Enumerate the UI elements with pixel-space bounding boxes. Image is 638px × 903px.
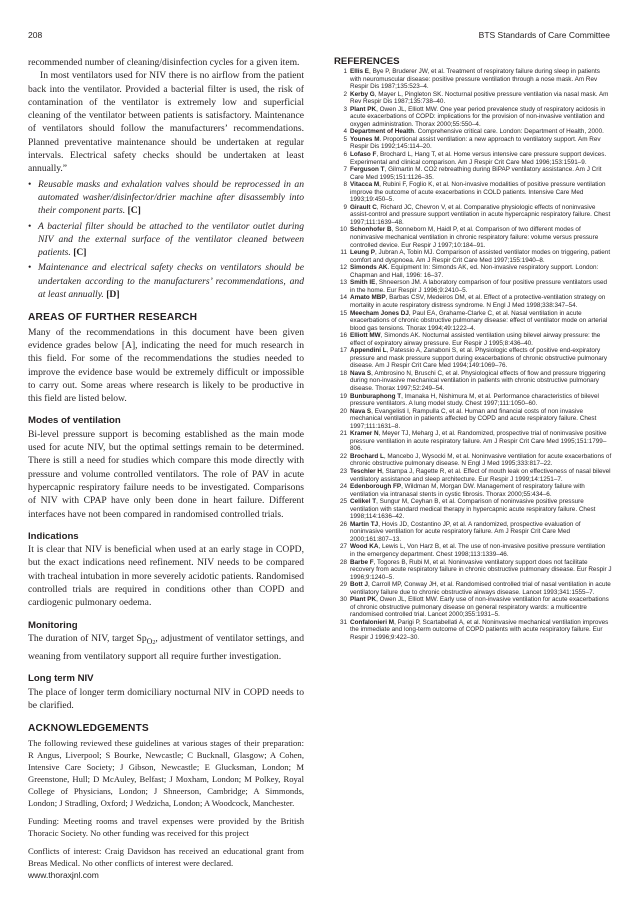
reference-number: 10 xyxy=(339,226,347,234)
reference-number: 15 xyxy=(339,309,347,317)
reference-citation: , Owen JL, Elliott MW. One year period prevalence study of respiratory acidosis in acute exacerbations of COPD: implications for the provision of non-invasive ventilation and oxygen administration. Thorax 2000;55:550–4. xyxy=(350,105,606,128)
reference-citation: , Evangelisti I, Rampulla C, et al. Human and financial costs of non invasive mechanical ventilation in patients affected by COPD and acute respiratory failure. Chest 1997;111:1631–8. xyxy=(350,407,597,430)
reference-first-author: Lofaso F xyxy=(350,151,377,159)
reference-number: 18 xyxy=(339,369,347,377)
reference-item xyxy=(334,310,612,333)
reference-number: 1 xyxy=(343,68,347,75)
reference-item xyxy=(334,393,612,408)
reference-item xyxy=(334,408,612,431)
reference-first-author: Nava S xyxy=(350,407,372,415)
reference-number: 13 xyxy=(339,279,347,287)
reference-number: 3 xyxy=(343,105,347,113)
reference-citation: , Lewis L, Von Harz B, et al. The use of non-invasive positive pressure ventilation in the emergency department. Chest 1998;113:1339–46. xyxy=(350,543,606,558)
acknowledgements xyxy=(28,737,304,869)
reference-item xyxy=(334,249,612,264)
evidence-grade: [C] xyxy=(127,205,141,217)
reference-first-author: Elliott MW xyxy=(350,332,381,340)
reference-item xyxy=(334,166,612,181)
reference-first-author: Younes M xyxy=(350,135,380,143)
reference-citation: , Shneerson JM. A laboratory comparison of four positive pressure ventilators used in the home. Eur Respir J 1996;9:2410–5. xyxy=(350,279,608,294)
reference-first-author: Nava S xyxy=(350,369,372,377)
intro-paragraph: recommended number of cleaning/disinfection cycles for a given item. xyxy=(28,57,300,68)
reference-citation: , Mancebo J, Wysocki M, et al. Noninvasive ventilation for acute exacerbations of chronic obstructive pulmonary disease. N Engl J Med 1995;333:817–22. xyxy=(350,452,612,468)
reference-first-author: Simonds AK xyxy=(350,264,388,272)
reference-number: 12 xyxy=(339,264,347,272)
reference-citation: . Comprehensive critical care. London: Department of Health, 2000. xyxy=(414,128,604,136)
reference-first-author: Edenborough FP xyxy=(350,483,402,491)
reference-item xyxy=(334,151,612,166)
page-number: 208 xyxy=(28,30,43,40)
reference-first-author: Celikel T xyxy=(350,498,377,506)
reference-citation: , Imanaka H, Nishimura M, et al. Performance characteristics of bilevel pressure ventilators. A lung model study. Chest 1997;111:1050–60. xyxy=(350,392,599,408)
reference-citation: , Owen JL, Elliott MW. Early use of non-invasive ventilation for acute exacerbations of chronic obstructive pulmonary disease on general respiratory wards: a multicentre randomised controlled trial. Lancet 2000;355:1931–5. xyxy=(350,596,609,619)
reference-first-author: Kerby G xyxy=(350,90,375,98)
reference-citation: , Meyer TJ, Meharg J, et al. Randomized, prospective trial of noninvasive positive pressure ventilation in acute respiratory failure. Am J Respir Crit Care Med 1995;151:1799–806. xyxy=(350,430,607,453)
reference-first-author: Kramer N xyxy=(350,430,379,438)
reference-number: 17 xyxy=(339,347,347,355)
reference-list xyxy=(334,68,612,642)
references-heading: REFERENCES xyxy=(334,56,400,67)
reference-number: 8 xyxy=(343,181,347,189)
reference-first-author: Barbe F xyxy=(350,558,374,566)
reference-number: 22 xyxy=(339,452,347,460)
recommendation-item: • Maintenance and electrical safety checks on ventilators should be undertaken according to the manufacturers’ recommendations, and at least annually. [D] xyxy=(28,261,304,301)
reference-number: 7 xyxy=(343,166,347,174)
reference-citation: , Togores B, Rubi M, et al. Noninvasive ventilatory support does not facilitate recovery from acute respiratory failure in chronic obstructive pulmonary disease. Eur Respir J 1996;9:1240–5. xyxy=(350,558,612,581)
reference-citation: , Wildman M, Morgan DW. Management of respiratory failure with ventilation via intranasal stents in cystic fibrosis. Thorax 2000;55:434–6. xyxy=(350,483,585,498)
reference-citation: , Stampa J, Ragette R, et al. Effect of mouth leak on effectiveness of nasal bilevel ventilatory assistance and sleep architecture. Eur Respir J 1999;14:1251–7. xyxy=(350,467,611,483)
reference-first-author: Plant PK xyxy=(350,105,377,113)
reference-first-author: Meecham Jones DJ xyxy=(350,309,409,317)
reference-number: 29 xyxy=(339,581,347,589)
reference-number: 16 xyxy=(339,332,347,340)
conflicts-note: Conflicts of interest: Craig Davidson has received an educational grant from Breas Medical. No other conflicts of interest were declared. xyxy=(28,845,304,868)
reference-first-author: Martin TJ xyxy=(350,520,379,528)
reference-item xyxy=(334,294,612,309)
section-text: The duration of NIV, target $Sp_{O2}$, adjustment of ventilator settings, and weaning from ventilatory support all require further investigation. xyxy=(28,632,304,663)
reference-number: 26 xyxy=(339,520,347,528)
reference-citation: , Sungur M, Ceyhan B, et al. Comparison of noninvasive positive pressure ventilation with standard medical therapy in hypercapnic acute respiratory failure. Chest 1998;114:1636–42. xyxy=(350,498,596,521)
reference-item xyxy=(334,483,612,498)
reference-number: 4 xyxy=(343,128,347,136)
reference-first-author: Schonhofer B xyxy=(350,226,392,234)
reference-first-author: Teschler H xyxy=(350,467,382,475)
reference-number: 30 xyxy=(339,596,347,604)
reference-item xyxy=(334,279,612,294)
section-text: Bi-level pressure support is becoming established as the main mode used for acute NIV, but the optimal settings remain to be determined. There is still a need for studies which compare this mode directly with pressure and volume controlled ventilators. The role of PAV in acute hypercapnic respiratory failure needs to be investigated. Comparisons of NIV with CPAP have only been done in heart failure. Different interfaces have not been compared in randomised controlled trials. xyxy=(28,428,304,520)
reference-number: 21 xyxy=(339,430,347,438)
subsection-heading: Monitoring xyxy=(28,619,78,631)
reference-item xyxy=(334,226,612,249)
reference-item xyxy=(334,498,612,521)
section-text: Many of the recommendations in this document have been given evidence grades below [A], indicating the need for much research in this field. For some of the recommendations the studies needed to improve the evidence base would be extremely difficult or impossible to carry out. Some areas where research is likely to be productive in this field are listed below. xyxy=(28,326,304,405)
reference-number: 31 xyxy=(339,618,347,626)
reference-item xyxy=(334,347,612,370)
reference-first-author: Smith IE xyxy=(350,279,376,287)
reference-citation: , Hovis JD, Costantino JP, et al. A randomized, prospective evaluation of noninvasive ventilation for acute respiratory failure. Am J Respir Crit Care Med 2000;161:807–13. xyxy=(350,520,581,543)
running-header: BTS Standards of Care Committee xyxy=(478,30,610,40)
section-heading: AREAS OF FURTHER RESEARCH xyxy=(28,312,198,324)
reference-citation: , Brochard L, Hang T, et al. Home versus intensive care pressure support devices. Experimental and clinical comparison. Am J Respir Crit Care Med 1996;153:1591–9. xyxy=(350,151,607,166)
reference-first-author: Bunburaphong T xyxy=(350,392,402,400)
intro-paragraph: In most ventilators used for NIV there is no airflow from the patient back into the ventilator. Provided a bacterial filter is used, the risk of contamination of the ventilator is extremely low and superficial cleaning of the ventilator between patients is satisfactory. Maintenance of ventilators should follow the manufacturers’ recommendations. Planned preventative maintenance should be undertaken at regular intervals. Electrical safety checks should be undertaken at least annually.” xyxy=(28,70,304,175)
reference-first-author: Girault C xyxy=(350,203,377,211)
reference-first-author: Vitacca M xyxy=(350,181,380,189)
reference-citation: . Proportional assist ventilation: a new approach to ventilatory support. Am Rev Respir Dis 1992;145:114–20. xyxy=(350,135,601,151)
reference-number: 20 xyxy=(339,407,347,415)
reference-citation: . Equipment In: Simonds AK, ed. Non-invasive respiratory support. London: Chapman and Hall, 1996: 16–37. xyxy=(350,264,599,279)
reference-first-author: Ellis E xyxy=(350,68,370,75)
section-heading: ACKNOWLEDGEMENTS xyxy=(28,723,149,735)
reference-number: 11 xyxy=(340,249,347,257)
reference-item xyxy=(334,106,612,129)
subsection-heading: Indications xyxy=(28,530,79,542)
reference-item xyxy=(334,370,612,393)
reference-number: 6 xyxy=(343,151,347,159)
reference-citation: , Carroll MP, Conway JH, et al. Randomised controlled trial of nasal ventilation in acute ventilatory failure due to chronic obstructive airways disease. Lancet 1993;341:1555–7. xyxy=(350,581,611,596)
reference-first-author: Plant PK xyxy=(350,596,377,604)
reference-citation: , Parigi P, Scartabellati A, et al. Noninvasive mechanical ventilation improves the immediate and long-term outcome of COPD patients with acute respiratory failure. Eur Respir J 1996;9:422–30. xyxy=(350,618,609,642)
reference-item xyxy=(334,543,612,558)
reference-item xyxy=(334,453,612,468)
left-column xyxy=(28,56,304,869)
section-text: It is clear that NIV is beneficial when used at an early stage in COPD, but the exact indications need refinement. NIV needs to be compared with tracheal intubation in more severely acidotic patients. Randomised controlled trials are required in conditions other than COPD and cardiogenic pulmonary oedema. xyxy=(28,544,304,609)
reference-item xyxy=(334,128,612,136)
reference-citation: , Patessio A, Zanaboni S, et al. Physiologic effects of positive end-expiratory pressure and mask pressure support during exacerbations of chronic obstructive pulmonary disease. Am J Respir Crit Care Med 1994;149:1069–76. xyxy=(350,347,608,370)
reference-item xyxy=(334,521,612,544)
reference-item xyxy=(334,204,612,227)
subsection-heading: Long term NIV xyxy=(28,673,94,685)
reference-number: 9 xyxy=(343,203,347,211)
reference-first-author: Department of Health xyxy=(350,128,415,136)
subsection-heading: Modes of ventilation xyxy=(28,415,121,427)
evidence-grade: [C] xyxy=(73,247,87,259)
reference-citation: , Gilmartin M. CO2 rebreathing during BiPAP ventilatory assistance. Am J Crit Care Med 1995;151:1126–35. xyxy=(350,166,602,181)
reference-item xyxy=(334,68,612,91)
reference-item xyxy=(334,559,612,582)
reference-item xyxy=(334,468,612,483)
reference-first-author: Appendini L xyxy=(350,347,387,355)
reference-first-author: Ferguson T xyxy=(350,166,385,174)
evidence-grade: [D] xyxy=(106,289,120,301)
reference-first-author: Confalonieri M xyxy=(350,618,395,626)
reference-item xyxy=(334,181,612,204)
reference-number: 14 xyxy=(339,294,347,302)
reference-item xyxy=(334,136,612,151)
recommendation-item: • Reusable masks and exhalation valves should be reprocessed in an automated washer/disinfector/drier machine after disassembly into their component parts. [C] xyxy=(28,178,304,218)
reference-citation: , Mayer L, Pingleton SK. Nocturnal positive pressure ventilation via nasal mask. Am Rev Respir Dis 1987;135:738–40. xyxy=(350,90,609,106)
reference-first-author: Brochard L xyxy=(350,452,384,460)
reference-citation: , Rubini F, Foglio K, et al. Non-invasive modalities of positive pressure ventilation improve the outcome of acute exacerbations in COLD patients. Intensive Care Med 1993;19:450–5. xyxy=(350,181,606,204)
reference-item xyxy=(334,596,612,619)
reference-number: 28 xyxy=(339,558,347,566)
recommendation-item: • A bacterial filter should be attached to the ventilator outlet during NIV and the external surface of the ventilator cleaned between patients. [C] xyxy=(28,220,304,260)
reference-item xyxy=(334,91,612,106)
reference-first-author: Leung P xyxy=(350,249,376,257)
journal-url[interactable]: www.thoraxjnl.com xyxy=(28,870,99,880)
section-text: The place of longer term domiciliary nocturnal NIV in COPD needs to be clarified. xyxy=(28,686,304,711)
reference-number: 2 xyxy=(343,90,347,98)
reference-citation: , Sonneborn M, Haidl P, et al. Comparison of two different modes of noninvasive mechanical ventilation in chronic respiratory failure: volume versus pressure controlled device. Eur Respir J 1997;10:184–91. xyxy=(350,226,599,249)
acknowledgements-text: The following reviewed these guidelines at various stages of their preparation: R Angus, Liverpool; S Bourke, Newcastle; C Bucknall, Glasgow; A Cohen, Intensive Care Society; J Gibson, Newcastle; E Glucksman, London; M Greenstone, Hull; D McAuley, Belfast; J Moxham, London; M Polkey, Royal College of Physicians, London; J Shneerson, Cambridge; A Simmonds, London; J Stradling, Oxford; J Wedzicha, London; A Woodcock, Manchester. xyxy=(28,737,304,808)
reference-citation: , Barbas CSV, Medeiros DM, et al. Effect of a protective-ventilation strategy on mortality in acute respiratory distress syndrome. N Engl J Med 1998;338:347–54. xyxy=(350,294,606,309)
reference-item xyxy=(334,264,612,279)
reference-citation: , Jubran A, Tobin MJ. Comparison of assisted ventilator modes on triggering, patient comfort and dyspnoea. Am J Respir Crit Care Med 1997;155:1940–8. xyxy=(350,249,611,264)
reference-number: 24 xyxy=(339,483,347,491)
recommendation-list xyxy=(28,178,304,302)
reference-number: 5 xyxy=(343,135,347,143)
reference-item xyxy=(334,430,612,453)
reference-citation: , Richard JC, Chevron V, et al. Comparative physiologic effects of noninvasive assist-control and pressure support ventilation in acute hypercapnic respiratory failure. Chest 1997;111:1639–48. xyxy=(350,203,611,226)
funding-note: Funding: Meeting rooms and travel expenses were provided by the British Thoracic Society. No other funding was received for this project xyxy=(28,815,304,838)
reference-item xyxy=(334,332,612,347)
reference-first-author: Bott J xyxy=(350,581,368,589)
reference-first-author: Amato MBP xyxy=(350,294,386,302)
reference-number: 23 xyxy=(339,467,347,475)
reference-citation: , Paul EA, Grahame-Clarke C, et al. Nasal ventilation in acute exacerbations of chronic obstructive pulmonary disease: effect of ventilator mode on arterial blood gas tensions. Thorax 1994;49:1222–4. xyxy=(350,309,608,332)
reference-number: 27 xyxy=(339,543,347,551)
reference-number: 25 xyxy=(339,498,347,506)
reference-item xyxy=(334,581,612,596)
reference-first-author: Wood KA xyxy=(350,543,379,551)
reference-item xyxy=(334,619,612,642)
reference-citation: , Ambrosino N, Bruschi C, et al. Physiological effects of flow and pressure triggering during non-invasive mechanical ventilation in patients with chronic obstructive pulmonary disease. Thorax 1997;52:249–54. xyxy=(350,369,606,392)
reference-number: 19 xyxy=(339,392,347,400)
reference-citation: , Simonds AK. Nocturnal assisted ventilation using bilevel airway pressure: the effect of expiratory airway pressure. Eur Respir J 1995;8:436–40. xyxy=(350,332,601,347)
reference-citation: , Bye P, Bruderer JW, et al. Treatment of respiratory failure during sleep in patients with neuromuscular disease: positive pressure ventilation through a nose mask. Am Rev Respir Dis 1987;135:523–4. xyxy=(350,68,600,91)
right-column xyxy=(334,56,612,642)
